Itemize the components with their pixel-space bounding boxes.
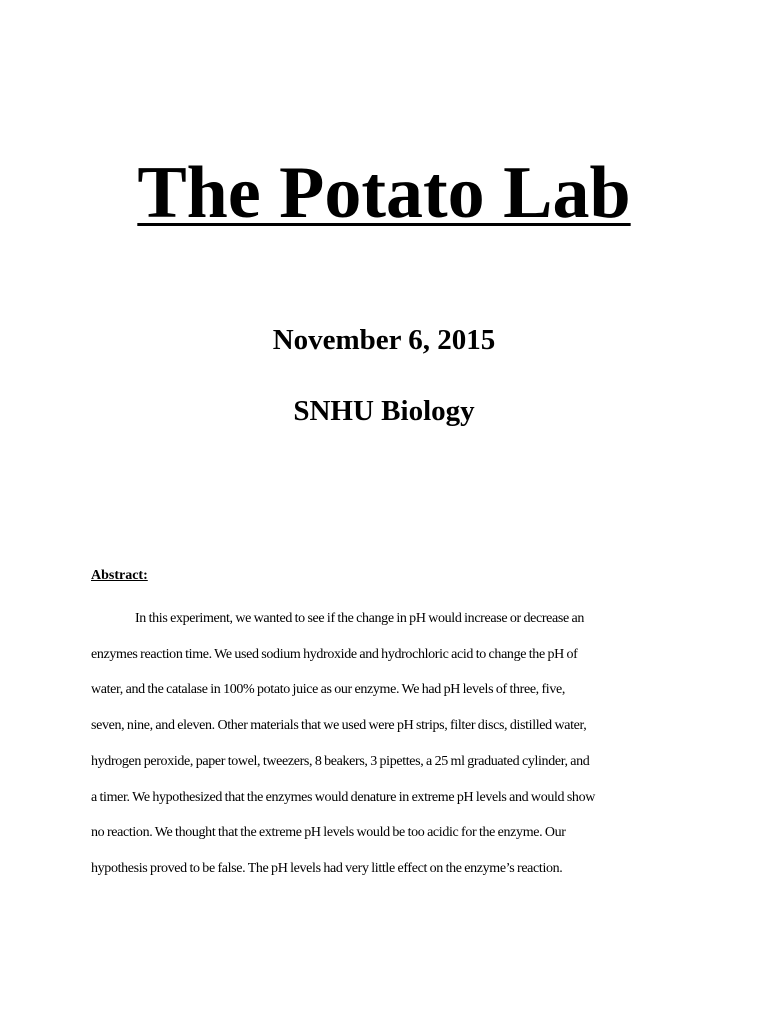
page-title-text: The Potato Lab xyxy=(137,152,631,234)
abstract-heading: Abstract: xyxy=(91,568,148,583)
abstract-paragraph xyxy=(91,601,677,887)
abstract-line: water, and the catalase in 100% potato juice as our enzyme. We had pH levels of three, five, xyxy=(91,682,565,698)
course-name: SNHU Biology xyxy=(293,395,475,427)
abstract-line: hydrogen peroxide, paper towel, tweezers, 8 beakers, 3 pipettes, a 25 ml graduated cylinder, and xyxy=(91,753,590,769)
abstract-line: In this experiment, we wanted to see if the change in pH would increase or decrease an xyxy=(135,611,584,626)
abstract-line: seven, nine, and eleven. Other materials that we used were pH strips, filter discs, distilled water, xyxy=(91,718,587,734)
abstract-line: enzymes reaction time. We used sodium hydroxide and hydrochloric acid to change the pH of xyxy=(91,646,578,662)
document-date: November 6, 2015 xyxy=(272,324,496,356)
page-title xyxy=(0,148,768,238)
abstract-line: hypothesis proved to be false. The pH levels had very little effect on the enzyme’s reaction. xyxy=(91,860,563,876)
abstract-line: no reaction. We thought that the extreme pH levels would be too acidic for the enzyme. Our xyxy=(91,825,566,841)
abstract-line: a timer. We hypothesized that the enzymes would denature in extreme pH levels and would show xyxy=(91,789,595,805)
